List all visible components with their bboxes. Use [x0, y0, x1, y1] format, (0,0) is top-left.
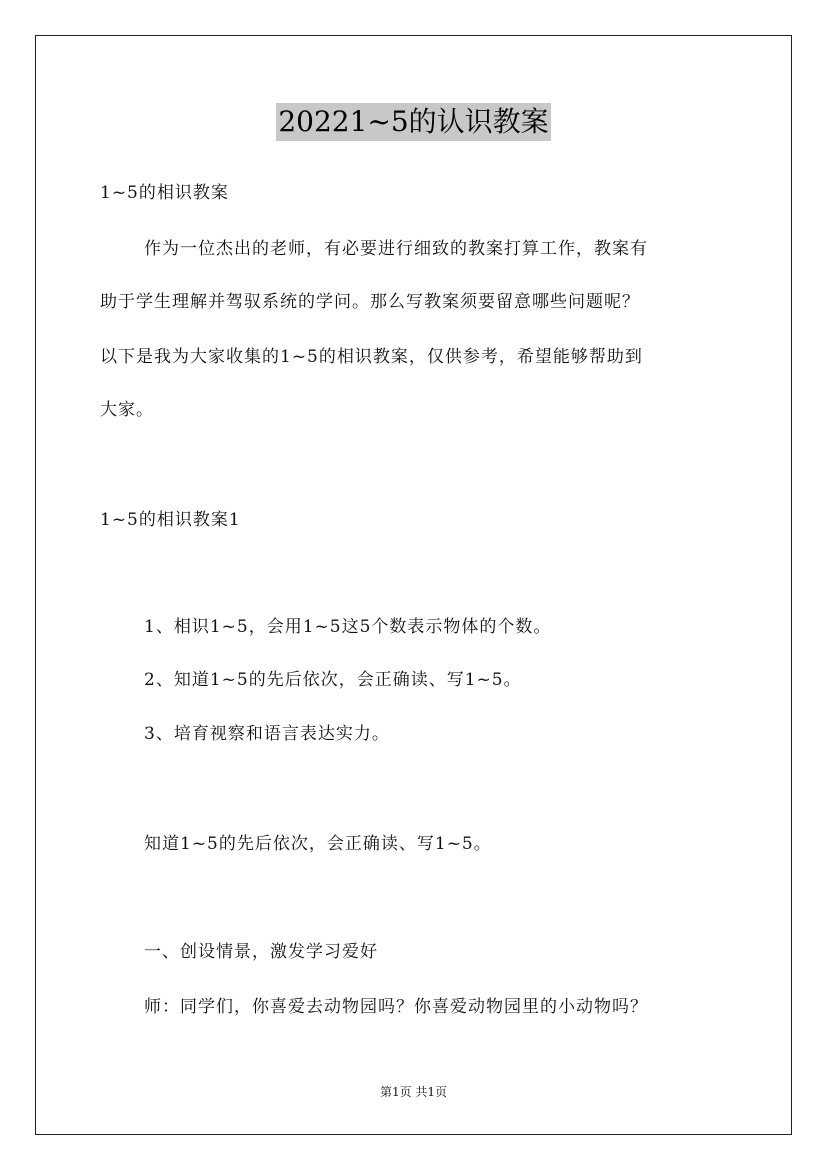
title-container: [0, 103, 827, 141]
intro-line-1: 作为一位杰出的老师，有必要进行细致的教案打算工作，教案有: [144, 239, 648, 259]
intro-line-4: 大家。: [100, 400, 154, 420]
subtitle: 1~5的相识教案: [100, 183, 229, 203]
objective-2: 2、知道1~5的先后依次，会正确读、写1~5。: [144, 670, 522, 690]
section-heading: 1~5的相识教案1: [100, 510, 241, 530]
dialogue-line: 师：同学们，你喜爱去动物园吗？你喜爱动物园里的小动物吗？: [144, 997, 648, 1017]
intro-line-3: 以下是我为大家收集的1~5的相识教案，仅供参考，希望能够帮助到: [100, 347, 643, 367]
key-point: 知道1~5的先后依次，会正确读、写1~5。: [144, 834, 492, 854]
document-title: 20221~5的认识教案: [276, 103, 550, 141]
intro-line-2: 助于学生理解并驾驭系统的学问。那么写教案须要留意哪些问题呢？: [100, 292, 640, 312]
page-number-footer: 第1页 共1页: [379, 1085, 448, 1099]
objective-3: 3、培育视察和语言表达实力。: [144, 724, 390, 744]
objective-1: 1、相识1~5，会用1~5这5个数表示物体的个数。: [144, 617, 552, 637]
step-heading: 一、创设情景，激发学习爱好: [144, 942, 378, 962]
